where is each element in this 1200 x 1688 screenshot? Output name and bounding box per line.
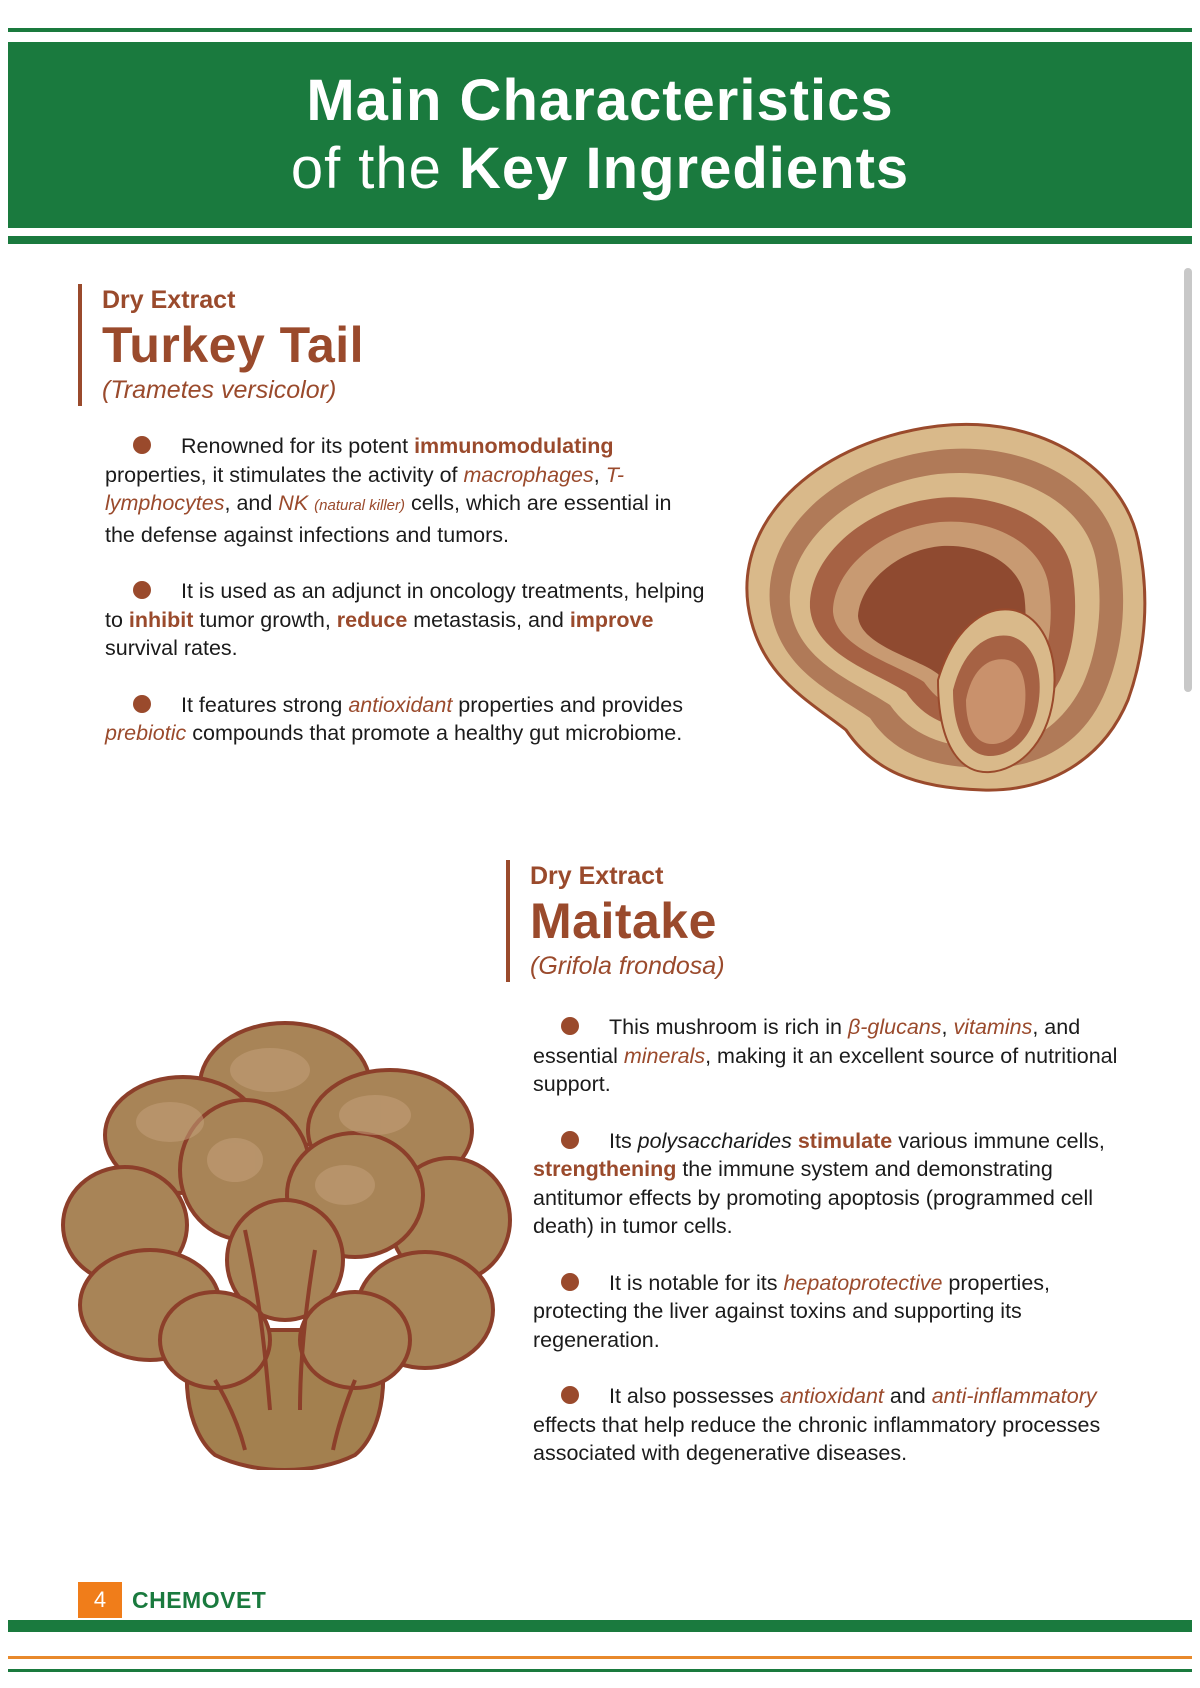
bullet-text: immunomodulating [414, 434, 614, 458]
bullet-item [533, 1127, 1133, 1241]
bullet-item [105, 577, 705, 663]
bullet-text: , and essential [533, 1015, 1081, 1068]
bullet-text: antioxidant [348, 692, 453, 717]
bullet-text: , and [224, 491, 279, 515]
top-rule [8, 28, 1192, 32]
footer-rule-orange [8, 1656, 1192, 1659]
bullet-item [533, 1269, 1133, 1355]
header-line-2 [291, 135, 909, 203]
page-number-badge: 4 [78, 1582, 122, 1618]
turkey-tail-latin-name: (Trametes versicolor) [102, 376, 337, 404]
bullet-text: inhibit [128, 607, 194, 632]
bullet-text: various immune cells, [892, 1128, 1105, 1153]
bullet-text: properties, it stimulates the activity of [105, 462, 464, 487]
bullet-text: compounds that promote a healthy gut microbiome. [186, 721, 683, 745]
turkey-tail-title: Turkey Tail [102, 317, 365, 373]
maitake-latin-name: (Grifola frondosa) [530, 952, 725, 980]
header-bottom-rule [8, 236, 1192, 244]
bullet-text: cells, which are essential in the defense against infections and tumors. [105, 491, 672, 547]
bullet-text: (natural killer) [314, 497, 406, 514]
header-line-2-bold: Key Ingredients [459, 136, 910, 201]
maitake-icon [55, 1010, 515, 1470]
bullet-dot-icon [561, 1273, 579, 1291]
bullet-text: effects that help reduce the chronic inflammatory processes associated with degenerative diseases. [533, 1412, 1101, 1465]
bullet-text: polysaccharides [637, 1128, 792, 1153]
bullet-text: hepatoprotective [783, 1270, 943, 1295]
bullet-dot-icon [133, 581, 151, 599]
bullet-text: , [941, 1015, 954, 1039]
bullet-text: minerals [623, 1043, 706, 1068]
bullet-text: properties, protecting the liver against toxins and supporting its regeneration. [533, 1270, 1051, 1352]
bullet-text: tumor growth, [193, 607, 337, 632]
bullet-text: antioxidant [779, 1384, 884, 1408]
brand-name: CHEMOVET [132, 1587, 267, 1613]
bullet-text: This mushroom is rich in [609, 1015, 848, 1039]
bullet-item [105, 432, 705, 549]
bullet-text: strengthening [533, 1157, 677, 1181]
maitake-title: Maitake [530, 893, 717, 949]
bullet-text: reduce [336, 607, 408, 632]
bullet-text: properties and provides [452, 692, 683, 717]
bullet-text: β-glucans [847, 1015, 942, 1039]
bullet-text: the immune system and demonstrating antitumor effects by promoting apoptosis (programmed cell death) in tumor cells. [533, 1157, 1094, 1238]
header-line-1: Main Characteristics [306, 68, 894, 133]
maitake-heading [506, 860, 725, 982]
bullet-text: metastasis, and [407, 607, 570, 632]
bullet-text: NK [278, 491, 309, 515]
turkey-tail-kicker: Dry Extract [102, 286, 236, 314]
bullet-dot-icon [561, 1386, 579, 1404]
bullet-text: It is notable for its [609, 1270, 784, 1295]
bullet-text: stimulate [797, 1128, 893, 1153]
bullet-text: It is used as an adjunct in oncology treatments, helping to [105, 579, 705, 632]
header-line-2-prefix: of the [290, 136, 460, 201]
bullet-text: , [593, 462, 606, 487]
page-header [8, 42, 1192, 228]
bullet-item [105, 691, 705, 748]
turkey-tail-bullets [105, 432, 705, 776]
bullet-text: It features strong [181, 692, 349, 717]
bullet-item [533, 1382, 1133, 1468]
bullet-text: T-lymphocytes [105, 462, 625, 515]
bullet-text: , making it an excellent source of nutritional support. [533, 1043, 1118, 1096]
bullet-text: It also possesses [609, 1384, 780, 1408]
scrollbar[interactable] [1184, 268, 1192, 692]
bullet-dot-icon [561, 1017, 579, 1035]
bullet-dot-icon [133, 436, 151, 454]
maitake-bullets [533, 1013, 1133, 1496]
bullet-text: Renowned for its potent [181, 434, 415, 458]
bullet-text: prebiotic [105, 721, 187, 745]
bullet-text: vitamins [953, 1015, 1033, 1039]
turkey-tail-icon [698, 400, 1158, 800]
maitake-kicker: Dry Extract [530, 862, 664, 890]
bullet-text: and [883, 1384, 932, 1408]
footer-rule-green [8, 1620, 1192, 1632]
bullet-item [533, 1013, 1133, 1099]
bullet-text: survival rates. [105, 636, 238, 660]
bullet-text: anti-inflammatory [931, 1384, 1097, 1408]
footer-rule-green-thin [8, 1669, 1192, 1672]
bullet-text: macrophages [463, 462, 594, 487]
bullet-dot-icon [561, 1131, 579, 1149]
bullet-dot-icon [133, 695, 151, 713]
turkey-tail-heading [78, 284, 364, 406]
bullet-text: Its [609, 1128, 638, 1153]
bullet-text: improve [569, 607, 654, 632]
